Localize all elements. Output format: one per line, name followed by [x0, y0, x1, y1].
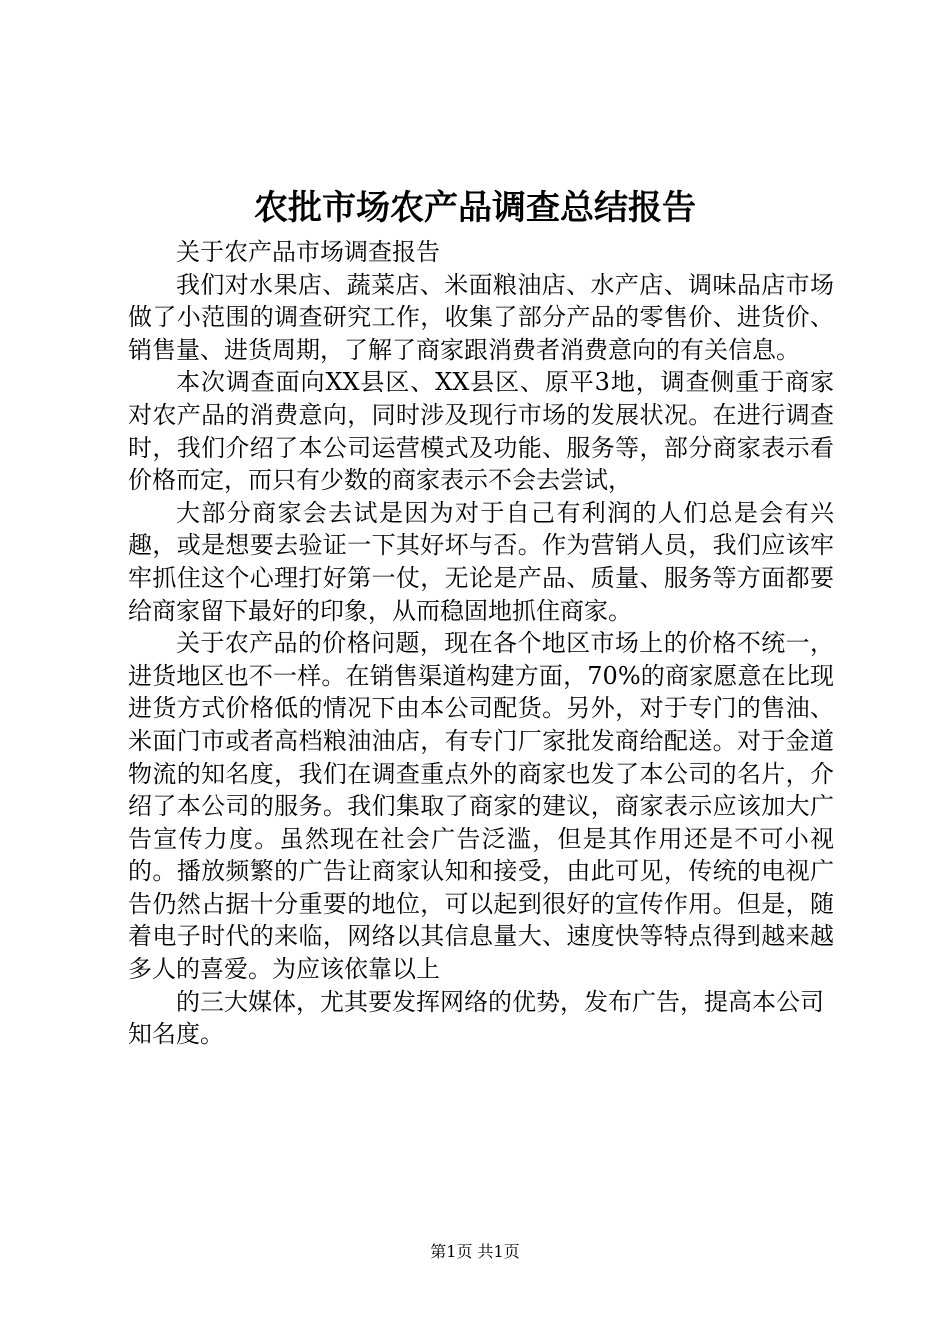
page-title: 农批市场农产品调查总结报告 [254, 188, 696, 228]
paragraph-merchant-interest: 大部分商家会去试是因为对于自己有利润的人们总是会有兴趣，或是想要去验证一下其好坏与否。作为营销人员，我们应该牢牢抓住这个心理打好第一仗，无论是产品、质量、服务等方面都要给商家留下最好的印象，从而稳固地抓住商家。 [128, 498, 834, 625]
document-body [128, 236, 834, 1051]
page-number: 第1页 共1页 [430, 1242, 520, 1261]
paragraph-survey-scope: 我们对水果店、蔬菜店、米面粮油店、水产店、调味品店市场做了小范围的调查研究工作，收集了部分产品的零售价、进货价、销售量、进货周期，了解了商家跟消费者消费意向的有关信息。 [128, 270, 834, 364]
paragraph-media: 的三大媒体，尤其要发挥网络的优势，发布广告，提高本公司知名度。 [128, 987, 824, 1049]
paragraph-survey-area: 本次调查面向XX县区、XX县区、原平3地，调查侧重于商家对农产品的消费意向，同时涉及现行市场的发展状况。在进行调查时，我们介绍了本公司运营模式及功能、服务等，部分商家表示看价格而定，而只有少数的商家表示不会去尝试， [128, 368, 834, 495]
paragraph-subtitle: 关于农产品市场调查报告 [176, 238, 440, 266]
paragraph-pricing: 关于农产品的价格问题，现在各个地区市场上的价格不统一，进货地区也不一样。在销售渠道构建方面，70%的商家愿意在比现进货方式价格低的情况下由本公司配货。另外，对于专门的售油、米面门市或者高档粮油油店，有专门厂家批发商给配送。对于金道物流的知名度，我们在调查重点外的商家也发了本公司的名片，介绍了本公司的服务。我们集取了商家的建议，商家表示应该加大广告宣传力度。虽然现在社会广告泛滥，但是其作用还是不可小视的。播放频繁的广告让商家认知和接受，由此可见，传统的电视广告仍然占据十分重要的地位，可以起到很好的宣传作用。但是，随着电子时代的来临，网络以其信息量大、速度快等特点得到越来越多人的喜爱。为应该依靠以上 [128, 629, 834, 984]
